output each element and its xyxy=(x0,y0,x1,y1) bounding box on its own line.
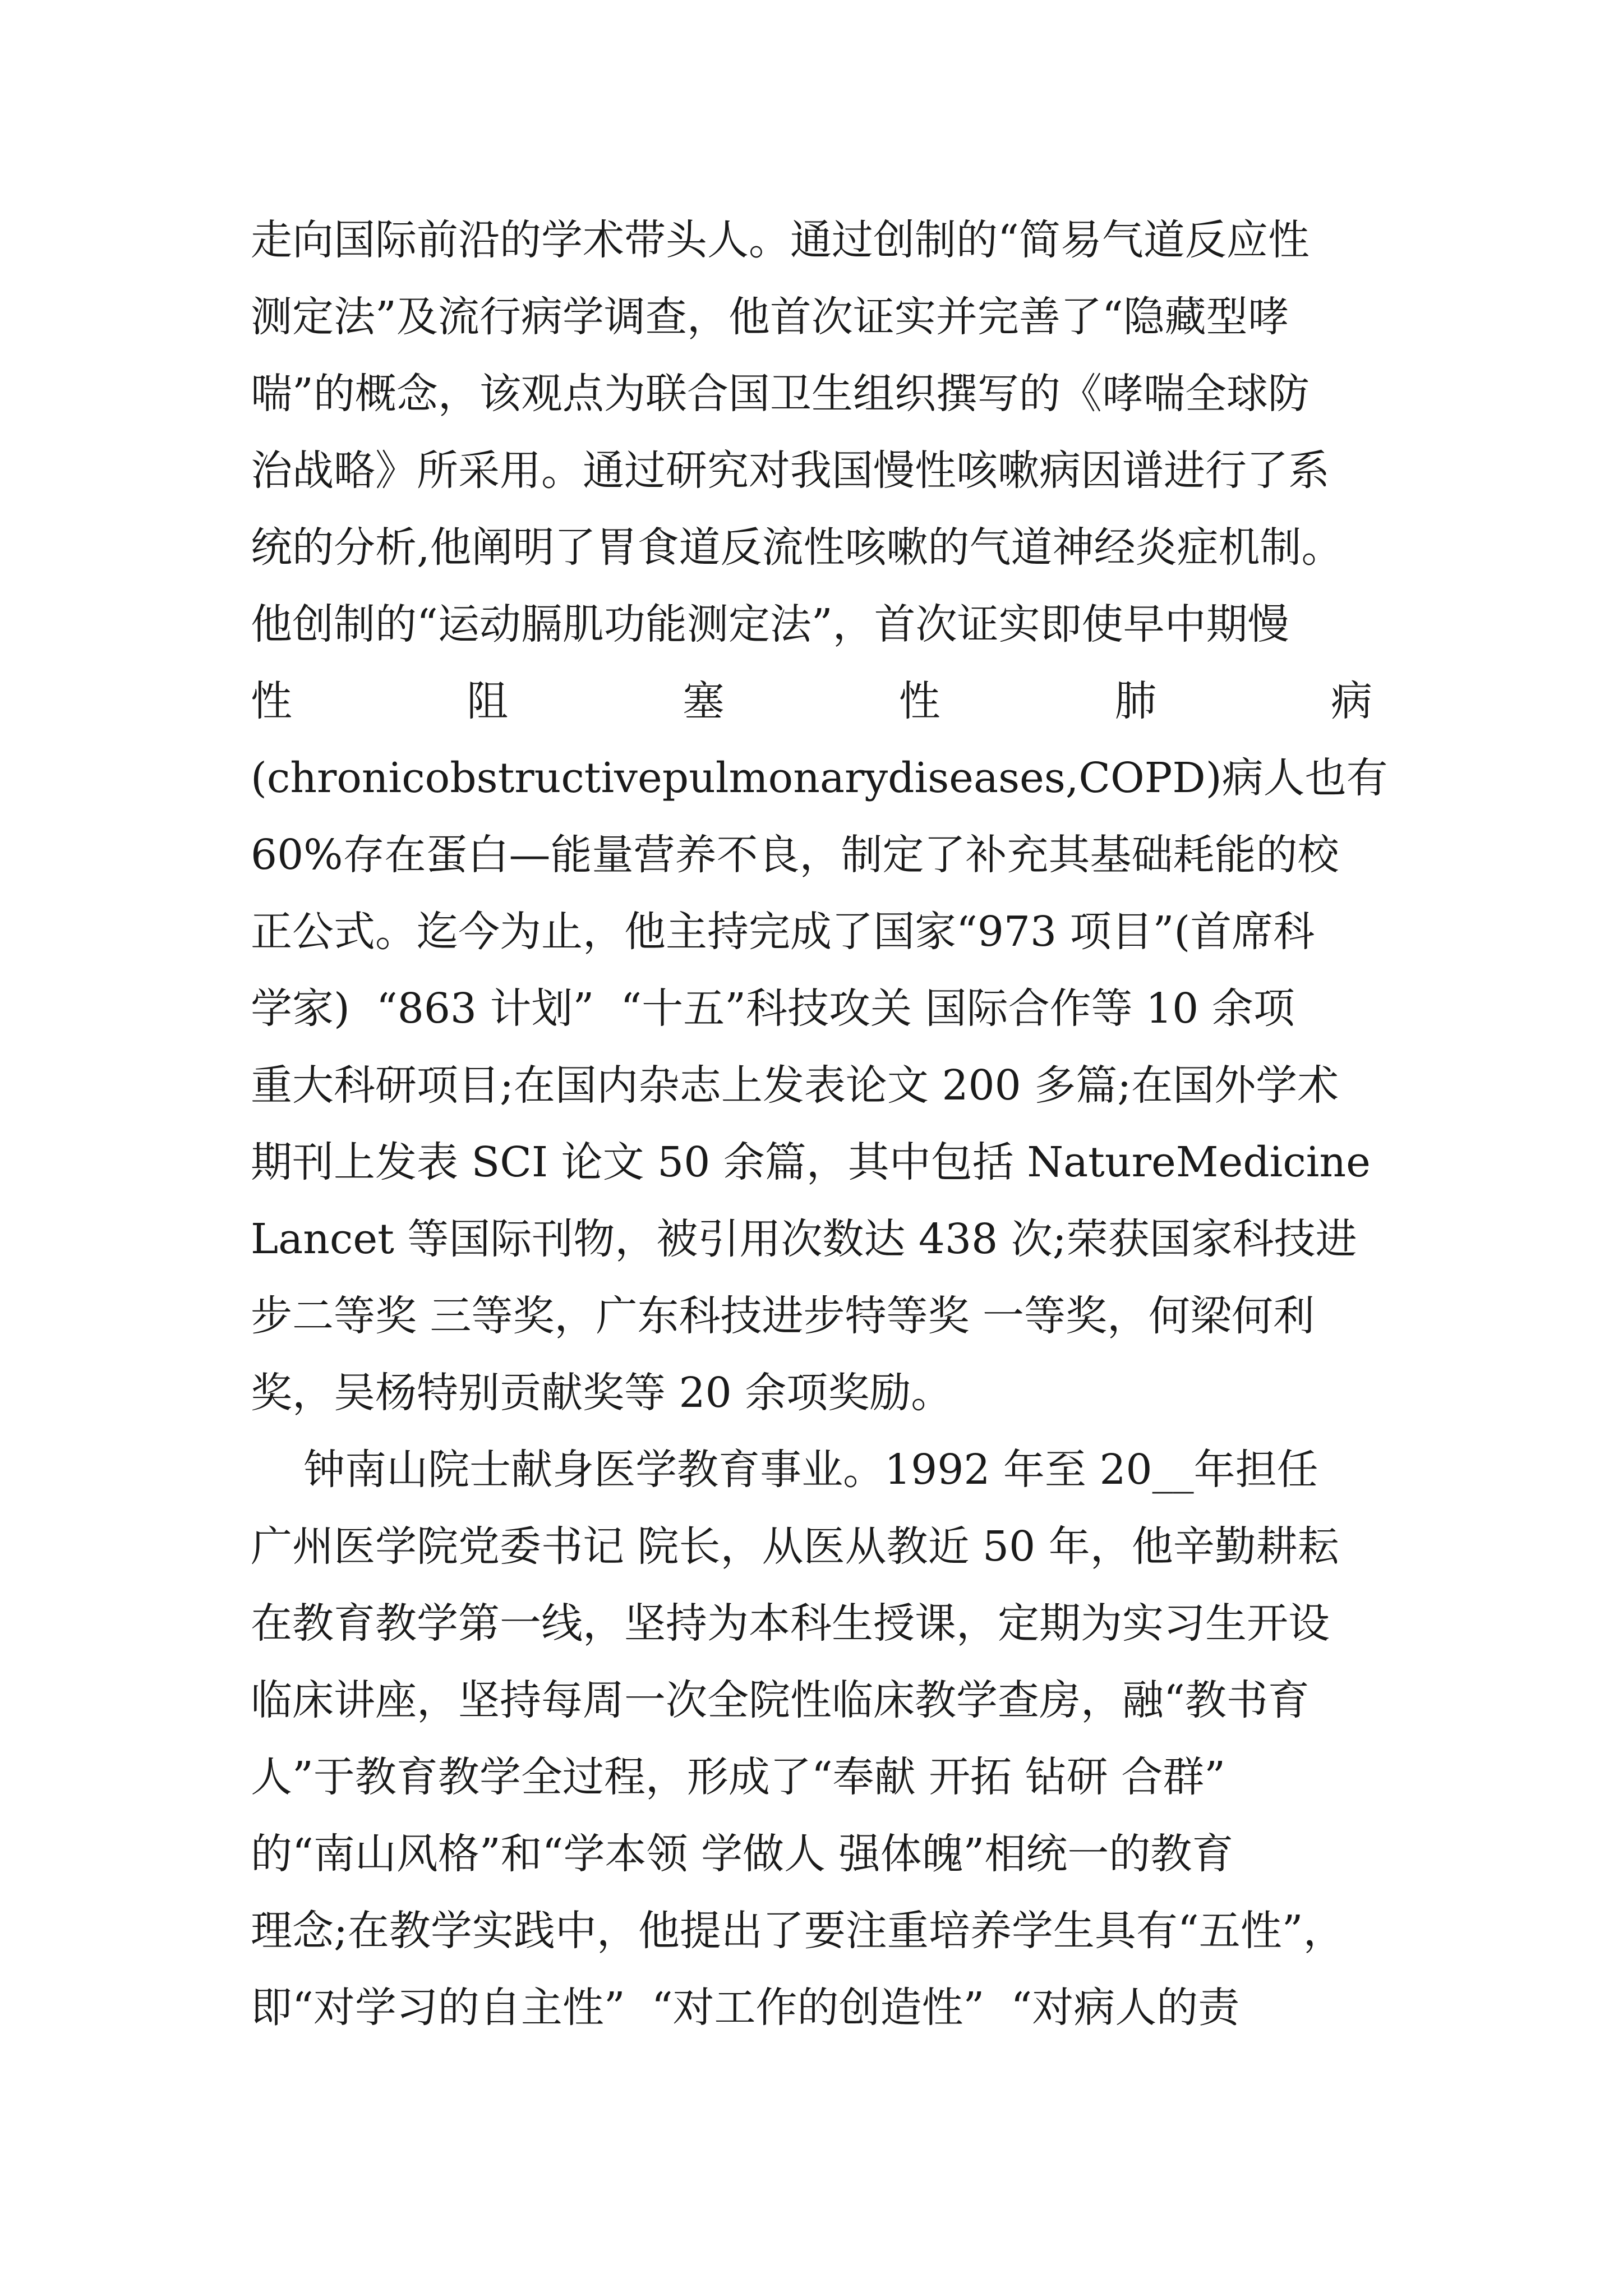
text-line: 步二等奖 三等奖，广东科技进步特等奖 一等奖，何梁何利 xyxy=(251,1292,1315,1340)
text-line: 即“对学习的自主性” “对工作的创造性” “对病人的责 xyxy=(251,1984,1240,2032)
text-line: 在教育教学第一线，坚持为本科生授课，定期为实习生开设 xyxy=(251,1599,1330,1648)
body-text xyxy=(251,202,1388,2046)
justified-text-line xyxy=(251,663,1372,740)
text-line: Lancet 等国际刊物，被引用次数达 438 次;荣获国家科技进 xyxy=(251,1215,1357,1263)
text-line: 60%存在蛋白—能量营养不良，制定了补充其基础耗能的校 xyxy=(251,831,1339,879)
text-line: 学家) “863 计划” “十五”科技攻关 国际合作等 10 余项 xyxy=(251,984,1295,1033)
text-line: 期刊上发表 SCI 论文 50 余篇，其中包括 NatureMedicine xyxy=(251,1138,1371,1186)
text-line: 正公式。迄今为止，他主持完成了国家“973 项目”(首席科 xyxy=(251,908,1315,956)
text-line: 理念;在教学实践中，他提出了要注重培养学生具有“五性”， xyxy=(251,1907,1345,1955)
justified-char: 病 xyxy=(1330,677,1372,725)
text-line: 奖，吴杨特别贡献奖等 20 余项奖励。 xyxy=(251,1369,953,1417)
justified-char: 性 xyxy=(251,677,292,725)
text-line: 治战略》所采用。通过研究对我国慢性咳嗽病因谱进行了系 xyxy=(251,447,1330,495)
text-line: 喘”的概念，该观点为联合国卫生组织撰写的《哮喘全球防 xyxy=(251,370,1310,418)
text-line: 人”于教育教学全过程，形成了“奉献 开拓 钻研 合群” xyxy=(251,1753,1226,1801)
text-line: 统的分析,他阐明了胃食道反流性咳嗽的气道神经炎症机制。 xyxy=(251,523,1343,572)
text-line: 广州医学院党委书记 院长，从医从教近 50 年，他辛勤耕耘 xyxy=(251,1522,1339,1571)
text-line: 的“南山风格”和“学本领 学做人 强体魄”相统一的教育 xyxy=(251,1830,1234,1878)
text-line: 重大科研项目;在国内杂志上发表论文 200 多篇;在国外学术 xyxy=(251,1061,1339,1110)
justified-char: 塞 xyxy=(683,677,725,725)
text-line: 他创制的“运动膈肌功能测定法”，首次证实即使早中期慢 xyxy=(251,600,1289,648)
text-line: 测定法”及流行病学调查，他首次证实并完善了“隐藏型哮 xyxy=(251,293,1289,341)
justified-char: 阻 xyxy=(467,677,509,725)
text-line: 走向国际前沿的学术带头人。通过创制的“简易气道反应性 xyxy=(251,216,1310,264)
text-line: 临床讲座，坚持每周一次全院性临床教学查房，融“教书育 xyxy=(251,1676,1310,1724)
paragraph-start-line: 钟南山院士献身医学教育事业。1992 年至 20__年担任 xyxy=(251,1446,1318,1494)
justified-char: 肺 xyxy=(1114,677,1156,725)
justified-char: 性 xyxy=(898,677,940,725)
text-line: (chronicobstructivepulmonarydiseases,COPD)病人也有 xyxy=(251,754,1388,802)
